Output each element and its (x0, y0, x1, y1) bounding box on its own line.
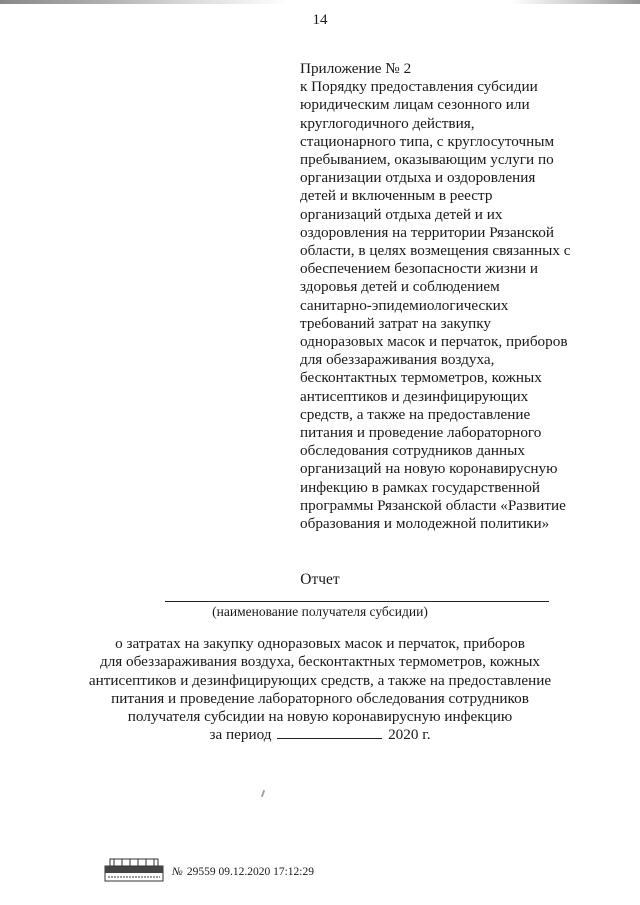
appendix-line: организаций на новую коронавирусную (300, 460, 558, 478)
appendix-line: программы Рязанской области «Развитие (300, 496, 566, 514)
appendix-line: пребыванием, оказывающим услуги по (300, 151, 554, 169)
report-period (0, 726, 640, 744)
appendix-line: оздоровления на территории Рязанской (300, 223, 554, 241)
appendix-line: инфекцию в рамках государственной (300, 478, 541, 496)
period-prefix: за период (209, 726, 272, 744)
appendix-line: для обеззараживания воздуха, (300, 351, 495, 369)
scan-mark (261, 790, 265, 797)
recipient-name-line (165, 601, 549, 602)
appendix-line: к Порядку предоставления субсидии (300, 78, 538, 96)
appendix-line: здоровья детей и соблюдением (300, 278, 500, 296)
appendix-line: стационарного типа, с круглосуточным (300, 132, 555, 150)
report-body-line: антисептиков и дезинфицирующих средств, а также на предоставление (88, 671, 552, 689)
report-description (0, 635, 640, 745)
document-registration-footer (172, 866, 314, 878)
number-sign: № (172, 866, 183, 878)
appendix-line: детей и включенным в реестр (300, 187, 493, 205)
appendix-header (300, 60, 590, 533)
report-body-line: для обеззараживания воздуха, бесконтактных термометров, кожных (99, 653, 541, 671)
appendix-line: требований затрат на закупку (300, 314, 491, 332)
appendix-line: организации отдыха и оздоровления (300, 169, 536, 187)
registry-stamp-icon (104, 856, 164, 882)
appendix-line: круглогодичного действия, (300, 114, 475, 132)
appendix-line: юридическим лицам сезонного или (300, 96, 530, 114)
appendix-line: области, в целях возмещения связанных с (300, 242, 571, 260)
appendix-line: бесконтактных термометров, кожных (300, 369, 542, 387)
appendix-line: одноразовых масок и перчаток, приборов (300, 333, 568, 351)
appendix-line: средств, а также на предоставление (300, 405, 531, 423)
report-body-line: получателя субсидии на новую коронавирусную инфекцию (127, 708, 513, 726)
appendix-line: обследования сотрудников данных (300, 442, 525, 460)
appendix-line: обеспечением безопасности жизни и (300, 260, 539, 278)
period-suffix: 2020 г. (388, 726, 431, 744)
doc-number: 29559 (186, 866, 216, 878)
appendix-line: антисептиков и дезинфицирующих (300, 387, 529, 405)
appendix-line: Приложение № 2 (300, 60, 412, 77)
appendix-line: санитарно-эпидемиологических (300, 296, 509, 314)
doc-datetime: 09.12.2020 17:12:29 (218, 866, 314, 878)
period-blank-field (277, 726, 382, 739)
appendix-line: питания и проведение лабораторного (300, 424, 542, 442)
report-body-line: питания и проведение лабораторного обследования сотрудников (111, 689, 529, 707)
report-title: Отчет (300, 571, 340, 588)
appendix-line: организаций отдыха детей и их (300, 205, 503, 223)
recipient-caption: (наименование получателя субсидии) (212, 604, 428, 619)
page-number: 14 (312, 12, 328, 28)
report-body-line: о затратах на закупку одноразовых масок и перчаток, приборов (115, 635, 525, 652)
appendix-line: образования и молодежной политики» (300, 515, 550, 533)
scan-edge-artifact (0, 0, 640, 4)
